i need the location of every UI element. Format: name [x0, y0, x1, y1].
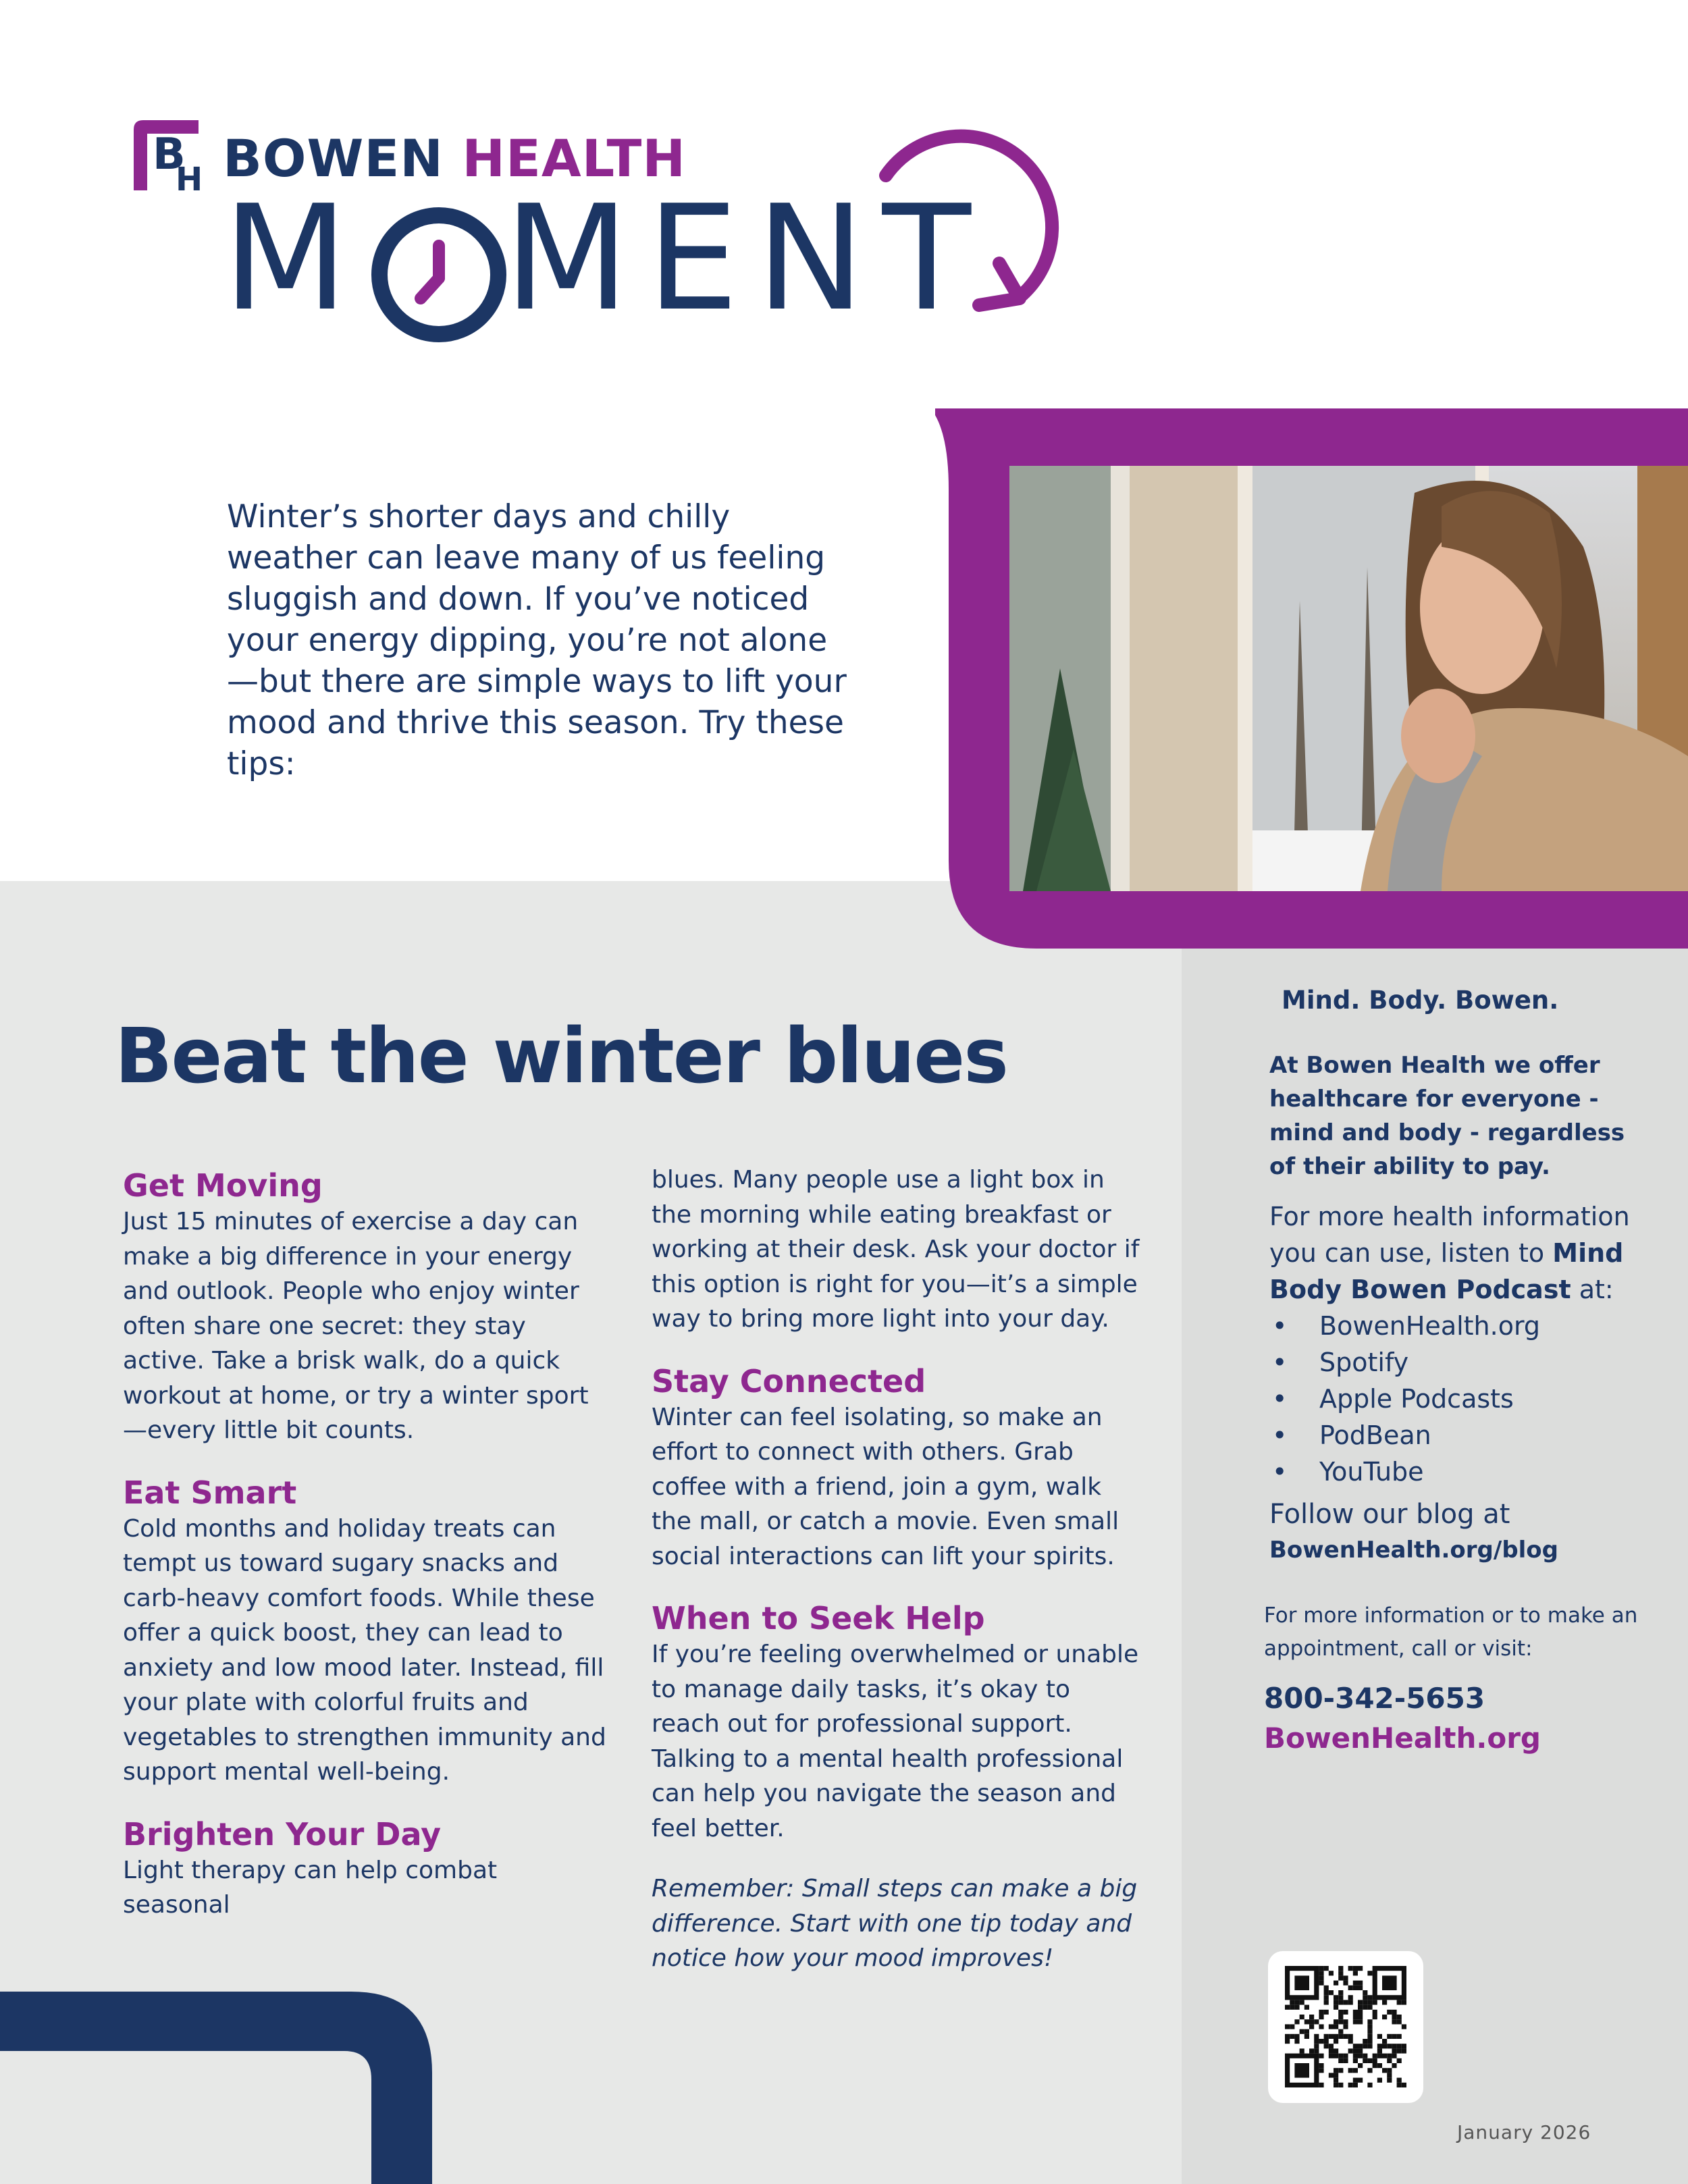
blog-url: BowenHealth.org/blog	[1269, 1537, 1559, 1564]
section-body-get-moving: Just 15 minutes of exercise a day can make a big difference in your energy and outlook. People who enjoy winter often share one secret: they stay active. Take a brisk walk, do a quick workout at home, or try a winter sport—every little bit counts.	[123, 1208, 589, 1444]
section-body-stay-connected: Winter can feel isolating, so make an effort to connect with others. Grab coffee with a friend, join a gym, walk the mall, or catch a movie. Even small social interactions can lift your spirits.	[652, 1403, 1119, 1570]
moment-title-m: M	[223, 174, 366, 343]
intro-text: Winter’s shorter days and chilly weather can leave many of us feeling sluggish and down. If you’ve noticed your energy dipping, you’re not alone—but there are simple ways to lift your mood and thrive this season. Try these tips:	[227, 498, 847, 782]
section-title-stay-connected: Stay Connected	[652, 1362, 926, 1400]
website-url: BowenHealth.org	[1264, 1722, 1541, 1755]
section-body-brighten-your-day-cont: blues. Many people use a light box in the morning while eating breakfast or working at their desk. Ask your doctor if this option is right for you—it’s a simple way to bring more light into your day.	[652, 1166, 1140, 1333]
svg-text:B: B	[153, 130, 186, 180]
list-item: • PodBean	[1269, 1417, 1647, 1454]
more-info-suffix: at:	[1579, 1275, 1614, 1304]
circular-arrow-icon	[864, 95, 1107, 317]
section-body-brighten-your-day-start: Light therapy can help combat seasonal	[123, 1856, 498, 1919]
sidebar-tagline: Mind. Body. Bowen.	[1282, 986, 1559, 1015]
remember-note: Remember: Small steps can make a big difference. Start with one tip today and notice how your mood improves!	[652, 1875, 1138, 1972]
content-column-left	[123, 1167, 609, 1923]
sidebar	[1264, 986, 1647, 1755]
list-item: • YouTube	[1269, 1454, 1647, 1490]
section-title-eat-smart: Eat Smart	[123, 1474, 297, 1511]
svg-text:H: H	[176, 161, 203, 196]
section-body-eat-smart: Cold months and holiday treats can tempt us toward sugary snacks and carb-heavy comfort foods. While these offer a quick boost, they can lead to anxiety and low mood later. Instead, fill your plate with colorful fruits and vegetables to strengthen immunity and support mental well-being.	[123, 1514, 606, 1786]
follow-blog-text: Follow our blog at	[1269, 1499, 1510, 1530]
list-item: • Spotify	[1269, 1344, 1647, 1381]
qr-code-icon	[1268, 1951, 1423, 2103]
bowen-health-logo-icon	[128, 115, 209, 196]
phone-number: 800-342-5653	[1264, 1682, 1485, 1715]
corner-decoration	[0, 1992, 432, 2184]
podcast-links-list	[1269, 1308, 1647, 1490]
content-column-right	[652, 1163, 1144, 1976]
brand-name-part1: BOWEN	[223, 128, 444, 188]
section-title-when-to-seek-help: When to Seek Help	[652, 1600, 985, 1636]
issue-date: January 2026	[1457, 2121, 1591, 2143]
clock-icon	[368, 204, 510, 346]
section-body-when-to-seek-help: If you’re feeling overwhelmed or unable to manage daily tasks, it’s okay to reach out for professional support. Talking to a mental health professional can help you navigate the season and feel better.	[652, 1641, 1139, 1842]
section-title-get-moving: Get Moving	[123, 1167, 323, 1204]
section-title-brighten-your-day: Brighten Your Day	[123, 1815, 442, 1853]
sidebar-offer-text: At Bowen Health we offer healthcare for everyone - mind and body - regardless of their ability to pay.	[1269, 1052, 1625, 1180]
more-info-prefix: For more health information you can use, listen to	[1269, 1202, 1630, 1268]
qr-code	[1268, 1951, 1423, 2103]
contact-text: For more information or to make an appointment, call or visit:	[1264, 1603, 1638, 1661]
sidebar-more-info	[1269, 1198, 1647, 1308]
podcast-name: Mind Body Bowen Podcast	[1269, 1238, 1624, 1304]
woman-at-window-photo	[1009, 466, 1688, 891]
moment-title-rest: MENT	[504, 174, 989, 343]
page-headline: Beat the winter blues	[115, 1013, 1007, 1100]
list-item: • Apple Podcasts	[1269, 1381, 1647, 1417]
brand-name-part2: HEALTH	[462, 128, 686, 188]
list-item: • BowenHealth.org	[1269, 1308, 1647, 1344]
